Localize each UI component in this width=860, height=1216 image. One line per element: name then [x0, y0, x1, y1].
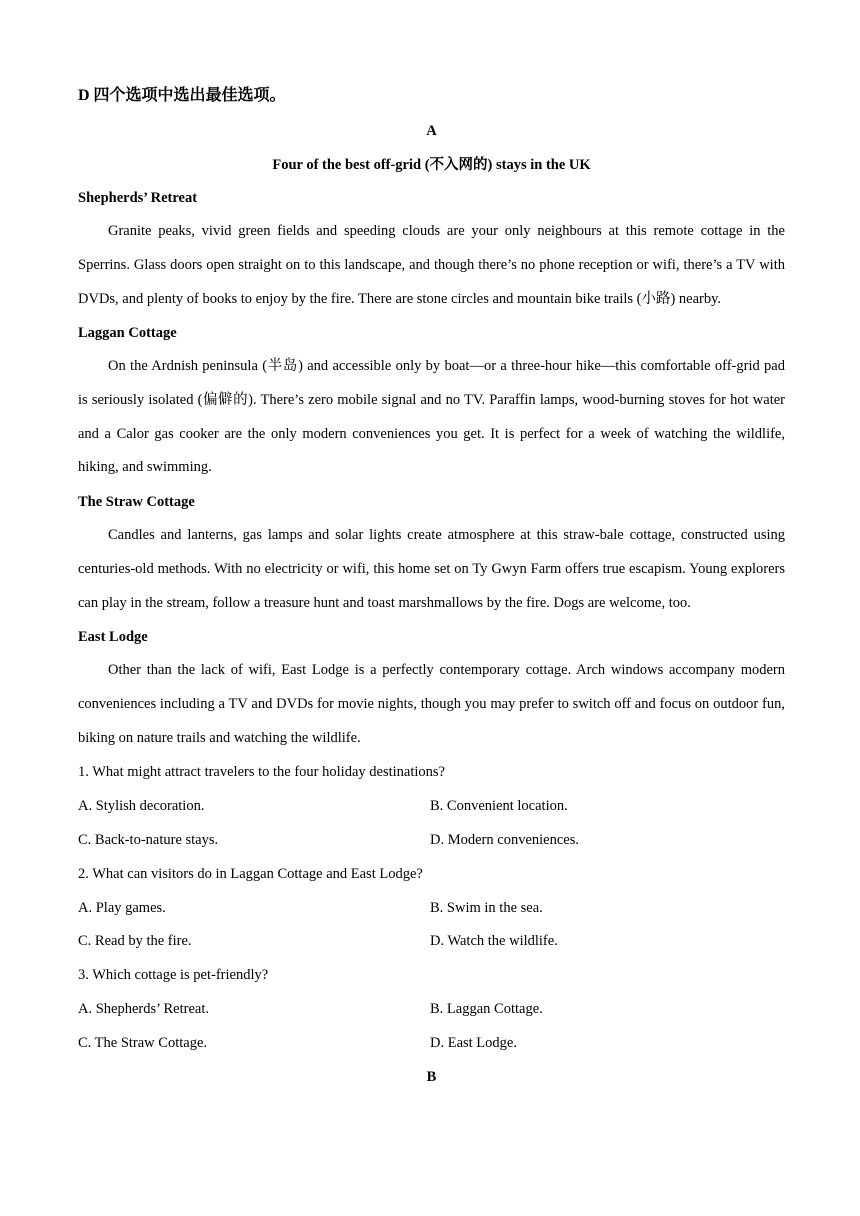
question-stem: 1. What might attract travelers to the four holiday destinations?	[78, 764, 445, 780]
question-stem: 2. What can visitors do in Laggan Cottage and East Lodge?	[78, 866, 423, 882]
answer-option[interactable]: C. Read by the fire.	[78, 933, 192, 949]
place-heading: The Straw Cottage	[78, 494, 195, 510]
answer-option[interactable]: D. Watch the wildlife.	[430, 933, 558, 949]
question-stem: 3. Which cottage is pet-friendly?	[78, 967, 269, 983]
answer-option[interactable]: C. The Straw Cottage.	[78, 1035, 208, 1051]
answer-option[interactable]: A. Play games.	[78, 900, 166, 916]
answer-option[interactable]: B. Laggan Cottage.	[430, 1001, 543, 1017]
place-paragraph: Candles and lanterns, gas lamps and solar lights create atmosphere at this straw-bale cottage, constructed using centuries-old methods. With no electricity or wifi, this home set on Ty Gwyn Farm offers true escapism. Young explorers can play in the stream, follow a treasure hunt and toast marshmallows by the fire. Dogs are welcome, too.	[78, 527, 785, 611]
place-heading: Laggan Cottage	[78, 325, 177, 341]
answer-option[interactable]: B. Swim in the sea.	[430, 900, 543, 916]
answer-option[interactable]: A. Stylish decoration.	[78, 798, 205, 814]
passage-title: Four of the best off-grid (不入网的) stays in the UK	[272, 157, 591, 173]
place-heading: East Lodge	[78, 629, 148, 645]
section-b-label: B	[426, 1069, 437, 1085]
answer-option[interactable]: D. East Lodge.	[430, 1035, 517, 1051]
answer-option[interactable]: C. Back-to-nature stays.	[78, 832, 219, 848]
place-paragraph: Granite peaks, vivid green fields and speeding clouds are your only neighbours at this remote cottage in the Sperrins. Glass doors open straight on to this landscape, and though there’s no phone reception or wifi, there’s a TV with DVDs, and plenty of books to enjoy by the fire. There are stone circles and mountain bike trails (小路) nearby.	[78, 223, 785, 307]
answer-option[interactable]: A. Shepherds’ Retreat.	[78, 1001, 209, 1017]
section-a-label: A	[426, 123, 437, 139]
instruction-text: D 四个选项中选出最佳选项。	[78, 87, 286, 104]
place-heading: Shepherds’ Retreat	[78, 190, 198, 206]
answer-option[interactable]: B. Convenient location.	[430, 798, 568, 814]
place-paragraph: Other than the lack of wifi, East Lodge is a perfectly contemporary cottage. Arch windows accompany modern conveniences including a TV and DVDs for movie nights, though you may prefer to switch off and focus on outdoor fun, biking on nature trails and watching the wildlife.	[78, 662, 785, 746]
place-paragraph: On the Ardnish peninsula (半岛) and accessible only by boat—or a three-hour hike—this comfortable off-grid pad is seriously isolated (偏僻的). There’s zero mobile signal and no TV. Paraffin lamps, wood-burning stoves for hot water and a Calor gas cooker are the only modern conveniences you get. It is perfect for a week of watching the wildlife, hiking, and swimming.	[78, 358, 785, 476]
answer-option[interactable]: D. Modern conveniences.	[430, 832, 579, 848]
